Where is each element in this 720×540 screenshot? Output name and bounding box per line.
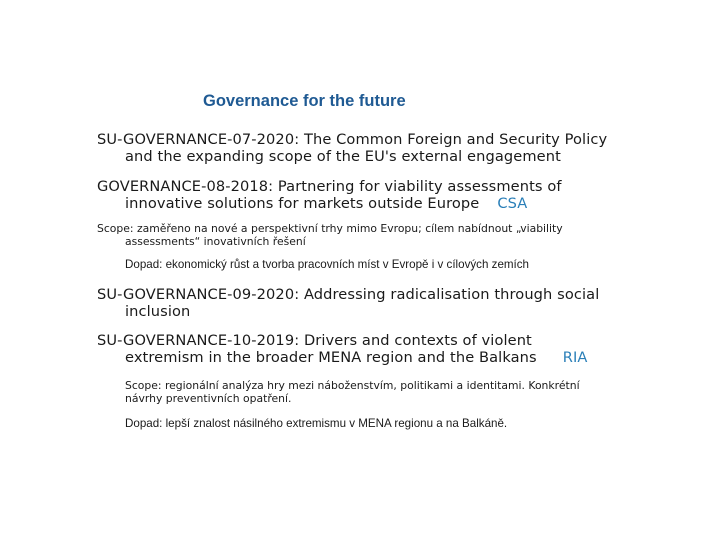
impact-governance-08: Dopad: ekonomický růst a tvorba pracovních míst v Evropě i v cílových zemích	[125, 258, 530, 271]
topic-line-1: GOVERNANCE-08-2018: Partnering for viability assessments of	[97, 178, 562, 195]
topic-su-governance-10	[97, 332, 697, 366]
topic-line-2	[97, 349, 697, 366]
scope-governance-08	[97, 223, 563, 248]
scope-su-governance-10	[125, 380, 580, 405]
topic-su-governance-07	[97, 131, 697, 165]
topic-line-2	[97, 195, 697, 212]
topic-line-2: and the expanding scope of the EU's external engagement	[125, 148, 561, 165]
topic-line-2-text: extremism in the broader MENA region and the Balkans	[125, 349, 537, 366]
impact-su-governance-10: Dopad: lepší znalost násilného extremismu v MENA regionu a na Balkáně.	[125, 417, 508, 430]
scope-line-2: assessments“ inovativních řešení	[125, 234, 306, 248]
topic-line-2: inclusion	[125, 303, 191, 320]
topic-line-1: SU-GOVERNANCE-07-2020: The Common Foreign and Security Policy	[97, 131, 608, 148]
scope-line-2: návrhy preventivních opatření.	[125, 391, 292, 405]
topic-su-governance-09	[97, 286, 697, 320]
topic-line-2-text: innovative solutions for markets outside Europe	[125, 195, 480, 212]
action-type-tag-ria: RIA	[562, 349, 588, 366]
topic-line-1: SU-GOVERNANCE-09-2020: Addressing radicalisation through social	[97, 286, 600, 303]
action-type-tag-csa: CSA	[497, 195, 528, 212]
scope-line-1: Scope: regionální analýza hry mezi náboženstvím, politikami a identitami. Konkrétní	[125, 379, 580, 392]
topic-governance-08	[97, 178, 697, 212]
topic-line-1: SU-GOVERNANCE-10-2019: Drivers and contexts of violent	[97, 332, 532, 349]
slide-title: Governance for the future	[203, 92, 406, 110]
scope-line-1: Scope: zaměřeno na nové a perspektivní trhy mimo Evropu; cílem nabídnout „viability	[97, 222, 563, 235]
